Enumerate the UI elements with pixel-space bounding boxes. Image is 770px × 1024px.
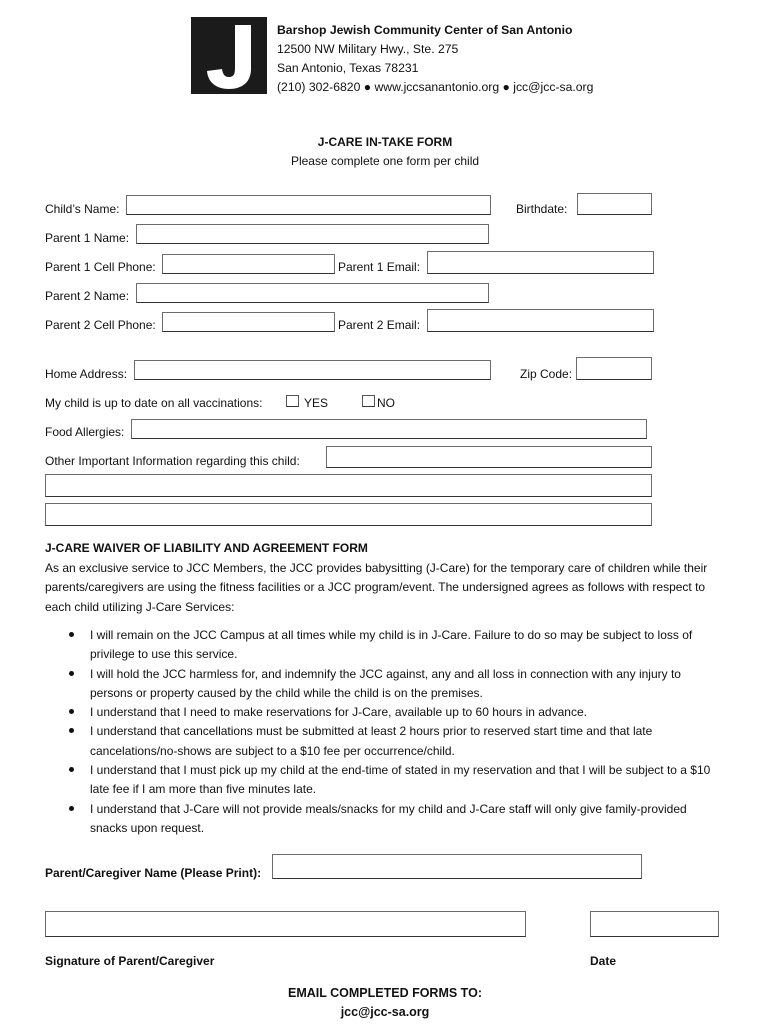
other-info-field-line3[interactable] xyxy=(45,503,652,526)
list-item: I understand that I must pick up my child at the end-time of stated in my reservation and that I will be subject to a $10 late fee if I am more than five minutes late. xyxy=(45,761,725,800)
address-line-1: 12500 NW Military Hwy., Ste. 275 xyxy=(277,42,459,56)
zip-code-label: Zip Code: xyxy=(520,367,573,381)
parent2-name-field[interactable] xyxy=(136,283,489,303)
home-address-label: Home Address: xyxy=(45,367,128,381)
list-item: I understand that J-Care will not provide meals/snacks for my child and J-Care staff will only give family-provided snacks upon request. xyxy=(45,800,725,839)
list-item: I will remain on the JCC Campus at all times while my child is in J-Care. Failure to do so may be subject to loss of privilege to use this service. xyxy=(45,626,725,665)
print-name-label: Parent/Caregiver Name (Please Print): xyxy=(45,866,262,880)
child-name-field[interactable] xyxy=(126,195,491,215)
parent1-email-field[interactable] xyxy=(427,251,654,274)
list-item: I understand that I need to make reservations for J-Care, available up to 60 hours in advance. xyxy=(45,703,725,722)
vaccinations-no-checkbox[interactable] xyxy=(362,395,375,407)
birthdate-field[interactable] xyxy=(577,193,652,215)
parent1-email-label: Parent 1 Email: xyxy=(338,260,421,274)
parent2-cell-field[interactable] xyxy=(162,312,335,332)
logo-letter-j-mark xyxy=(191,17,267,94)
child-name-label: Child’s Name: xyxy=(45,202,120,216)
org-header xyxy=(277,21,593,97)
waiver-heading: J-CARE WAIVER OF LIABILITY AND AGREEMENT FORM xyxy=(45,541,368,555)
parent2-name-label: Parent 2 Name: xyxy=(45,289,130,303)
jcc-logo xyxy=(191,17,267,94)
signature-field[interactable] xyxy=(45,911,526,937)
form-title: J-CARE IN-TAKE FORM xyxy=(317,135,453,149)
other-info-field-line1[interactable] xyxy=(326,446,652,468)
other-info-field-line2[interactable] xyxy=(45,474,652,497)
parent1-cell-label: Parent 1 Cell Phone: xyxy=(45,260,156,274)
food-allergies-label: Food Allergies: xyxy=(45,425,125,439)
food-allergies-field[interactable] xyxy=(131,419,647,439)
list-item: I understand that cancellations must be submitted at least 2 hours prior to reserved start time and that late cancelations/no-shows are subject to a $10 fee per occurrence/child. xyxy=(45,722,725,761)
parent2-email-label: Parent 2 Email: xyxy=(338,318,421,332)
print-name-field[interactable] xyxy=(272,854,642,879)
waiver-intro: As an exclusive service to JCC Members, the JCC provides babysitting (J-Care) for the temporary care of children while their parents/caregivers are using the fitness facilities or a JCC program/event. The undersigned agrees as follows with respect to each child utilizing J-Care Services: xyxy=(45,561,708,614)
other-info-label: Other Important Information regarding this child: xyxy=(45,454,300,468)
parent2-email-field[interactable] xyxy=(427,309,654,332)
home-address-field[interactable] xyxy=(134,360,491,380)
contact-line: (210) 302-6820 ● www.jccsanantonio.org ● jcc@jcc-sa.org xyxy=(277,80,594,94)
footer-email-address: jcc@jcc-sa.org xyxy=(340,1005,430,1019)
address-line-2: San Antonio, Texas 78231 xyxy=(277,61,419,75)
form-subtitle: Please complete one form per child xyxy=(290,154,480,168)
vaccinations-yes-label: YES xyxy=(304,396,329,410)
parent1-cell-field[interactable] xyxy=(162,254,335,274)
list-item: I will hold the JCC harmless for, and indemnify the JCC against, any and all loss in connection with any injury to persons or property caused by the child while the child is on the premises. xyxy=(45,665,725,704)
vaccinations-label: My child is up to date on all vaccinations: xyxy=(45,396,263,410)
signature-label: Signature of Parent/Caregiver xyxy=(45,954,215,968)
birthdate-label: Birthdate: xyxy=(516,202,568,216)
vaccinations-no-label: NO xyxy=(377,396,395,410)
date-field[interactable] xyxy=(590,911,719,937)
parent1-name-field[interactable] xyxy=(136,224,489,244)
parent1-name-label: Parent 1 Name: xyxy=(45,231,130,245)
date-label: Date xyxy=(590,954,617,968)
footer-email-instruction: EMAIL COMPLETED FORMS TO: xyxy=(288,986,482,1000)
waiver-list xyxy=(45,626,725,838)
zip-code-field[interactable] xyxy=(576,357,652,380)
parent2-cell-label: Parent 2 Cell Phone: xyxy=(45,318,156,332)
org-name: Barshop Jewish Community Center of San Antonio xyxy=(277,23,573,37)
vaccinations-yes-checkbox[interactable] xyxy=(286,395,299,407)
